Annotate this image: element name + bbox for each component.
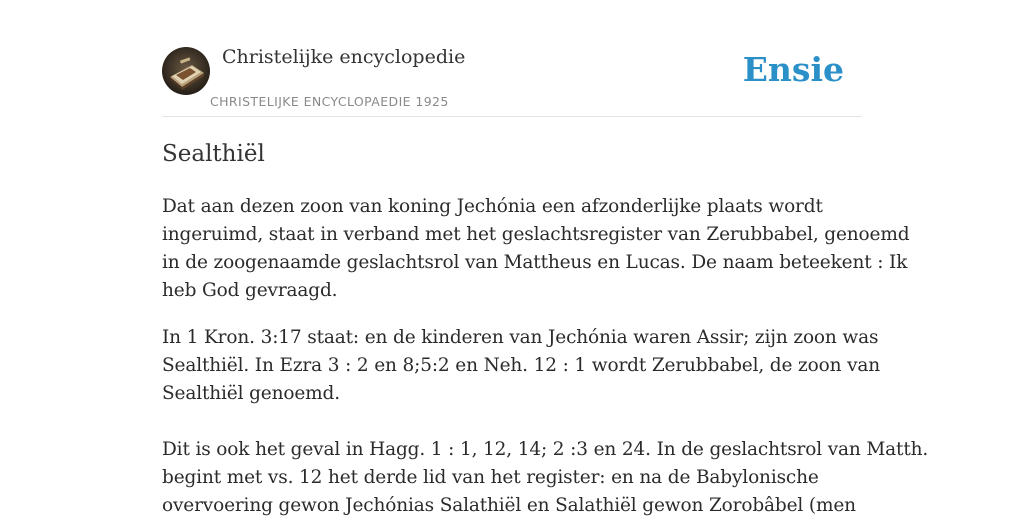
text-line: ingeruimd, staat in verband met het geslachtsregister van Zerubbabel, genoemd <box>162 224 910 245</box>
article-paragraph <box>162 324 881 408</box>
book-cover-icon[interactable] <box>162 47 210 95</box>
brand-logo-link[interactable]: Ensie <box>742 50 844 89</box>
book-title[interactable]: Christelijke encyclopedie <box>222 46 466 68</box>
text-line: in de zoogenaamde geslachtsrol van Mattheus en Lucas. De naam beteekent : Ik <box>162 252 908 273</box>
article-paragraph <box>162 193 910 305</box>
text-line: Dat aan dezen zoon van koning Jechónia een afzonderlijke plaats wordt <box>162 196 823 217</box>
article-body <box>162 193 929 520</box>
text-line: Sealthiël. In Ezra 3 : 2 en 8;5:2 en Neh. 12 : 1 wordt Zerubbabel, de zoon van <box>162 355 881 376</box>
text-line: heb God gevraagd. <box>162 280 338 301</box>
page-container <box>162 0 929 516</box>
book-subtitle: CHRISTELIJKE ENCYCLOPAEDIE 1925 <box>210 94 449 109</box>
text-line: begint met vs. 12 het derde lid van het register: en na de Babylonische <box>162 467 819 488</box>
text-line: Sealthiël genoemd. <box>162 383 340 404</box>
article-paragraph <box>162 436 929 520</box>
article-title: Sealthiël <box>162 141 265 167</box>
text-line: overvoering gewon Jechónias Salathiël en Salathiël gewon Zorobâbel (men <box>162 495 856 516</box>
text-line: Dit is ook het geval in Hagg. 1 : 1, 12, 14; 2 :3 en 24. In de geslachtsrol van Matth. <box>162 439 929 460</box>
site-header <box>162 0 862 117</box>
text-line: In 1 Kron. 3:17 staat: en de kinderen van Jechónia waren Assir; zijn zoon was <box>162 327 879 348</box>
